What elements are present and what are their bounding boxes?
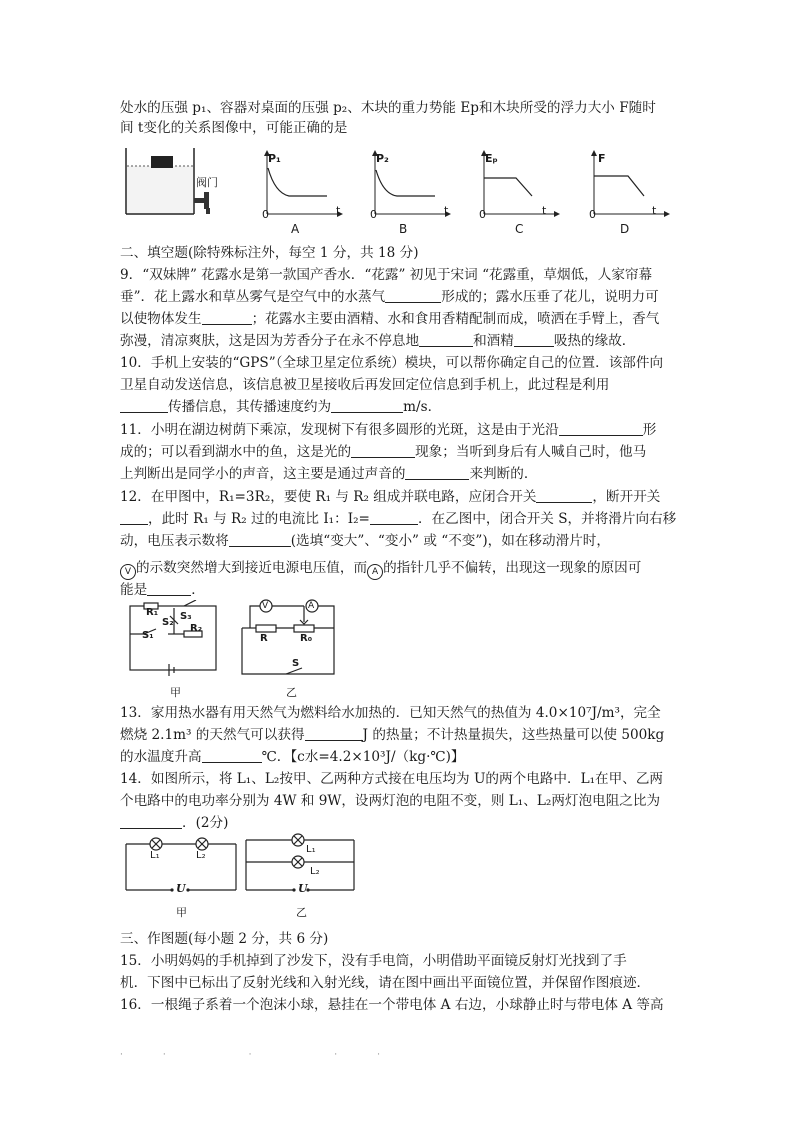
q9-line-3 [120, 309, 659, 329]
graph-c-xlabel: t [542, 204, 547, 217]
q14-line-2: 个电路中的电功率分别为 4W 和 9W，设两灯泡的电阻不变，则 L₁、L₂两灯泡电阻之比为 [120, 793, 661, 809]
answer-blank[interactable] [385, 288, 441, 303]
graph-b-xlabel: t [444, 204, 449, 217]
q12-line-3 [120, 531, 610, 551]
label-l1-yi: L₁ [306, 844, 316, 855]
caption-yi: 乙 [286, 686, 297, 699]
q13-text: 燃烧 2.1m³ 的天然气可以获得 [120, 727, 305, 743]
q9-text: 形成的；露水压垂了花儿，说明力可 [441, 289, 659, 305]
graph-a-ylabel: P₁ [268, 152, 281, 165]
voltmeter-symbol-icon: V [120, 564, 136, 580]
q9-text: 和酒精 [473, 333, 514, 349]
graph-a-origin: 0 [262, 208, 269, 221]
q13-line-1: 13．家用热水器有用天然气为燃料给水加热的．已知天然气的热值为 4.0×10⁷J/m³，完全 [120, 705, 661, 721]
q9-line-4 [120, 331, 635, 351]
q11-text: 形 [642, 422, 657, 438]
answer-blank[interactable] [120, 814, 182, 829]
q14-line-3 [120, 813, 228, 833]
q12-text: 的示数突然增大到接近电源电压值，而 [136, 560, 368, 576]
label-r0: R₀ [300, 633, 313, 644]
caption-yi-q14: 乙 [296, 906, 307, 919]
q11-text: 现象；当听到身后有人喊自己时，他马 [415, 444, 647, 460]
q11-line-3 [120, 464, 537, 484]
answer-blank[interactable] [405, 465, 469, 480]
q13-text: ℃．【c水=4.2×10³J/（kg·℃)】 [261, 749, 465, 765]
q11-text: 11．小明在湖边树荫下乘凉，发现树下有很多圆形的光斑，这是由于光沿 [120, 422, 559, 438]
label-l2-yi: L₂ [310, 866, 320, 877]
section-3-title: 三、作图题(每小题 2 分，共 6 分) [120, 931, 329, 947]
wood-block [151, 156, 173, 168]
q12-line-2 [120, 509, 676, 529]
q11-text: 上判断出是同学小的声音，这主要是通过声音的 [120, 466, 406, 482]
q12-text: ． [191, 582, 205, 598]
q10-line-2: 卫星自动发送信息，该信息被卫星接收后再发回定位信息到手机上，此过程是利用 [120, 377, 610, 393]
q9-line-1: 9．“双妹牌” 花露水是第一款国产香水．“花露” 初见于宋词 “花露重，草烟低，人家帘幕 [120, 267, 653, 283]
q12-line-1 [120, 487, 660, 507]
label-v: V [262, 601, 269, 611]
q9-text: 吸热的缘故． [553, 333, 636, 349]
q9-text: ；花露水主要由酒精、水和食用香精配制而成，喷洒在手臂上，香气 [251, 311, 660, 327]
q14-text: ．(2分) [182, 815, 229, 831]
answer-blank[interactable] [120, 398, 168, 413]
q12-line-5 [120, 580, 205, 600]
label-s1: S₁ [142, 630, 154, 641]
valve-label: 阀门 [196, 176, 218, 189]
q10-text: m/s． [403, 399, 442, 415]
graph-a-xlabel: t [336, 204, 341, 217]
graph-d-ylabel: F [598, 152, 606, 165]
q12-text: ，断开开关 [592, 489, 661, 505]
q12-text: (选填“变大”、“变小” 或 “不变”)，如在移动滑片时， [290, 533, 610, 549]
q12-text: 12．在甲图中，R₁=3R₂，要使 R₁ 与 R₂ 组成并联电路，应闭合开关 [120, 489, 537, 505]
label-r1: R₁ [146, 607, 159, 618]
q10-line-1: 10．手机上安装的“GPS”（全球卫星定位系统）模块，可以帮你确定自己的位置．该部件向 [120, 355, 664, 371]
q9-text: 垂”．花上露水和草丛雾气是空气中的水蒸气 [120, 289, 386, 305]
answer-blank[interactable] [351, 443, 415, 458]
answer-blank[interactable] [559, 421, 643, 436]
label-s: S [292, 658, 300, 669]
q11-line-2 [120, 442, 646, 462]
answer-blank[interactable] [331, 398, 403, 413]
circuit-yi-q12 [236, 598, 346, 686]
graph-c-caption: C [515, 222, 524, 236]
section-2-title: 二、填空题(除特殊标注外，每空 1 分，共 18 分) [120, 245, 419, 261]
graph-c-origin: 0 [479, 208, 486, 221]
answer-blank[interactable] [229, 532, 291, 547]
q13-line-3 [120, 747, 465, 767]
q12-text: ．在乙图中，闭合开关 S，并将滑片向右移 [417, 511, 677, 527]
circuit-jia-q12 [124, 600, 224, 684]
graph-c-ylabel: Eₚ [485, 152, 498, 165]
answer-blank[interactable] [305, 726, 363, 741]
footer-marks: ·· · ·· [120, 1050, 421, 1060]
q12-text: 动，电压表示数将 [120, 533, 229, 549]
q12-text: 的指针几乎不偏转，出现这一现象的原因可 [383, 560, 642, 576]
caption-jia-q14: 甲 [176, 906, 187, 919]
graph-b-origin: 0 [370, 208, 377, 221]
label-a: A [308, 601, 315, 611]
graph-a-caption: A [291, 222, 300, 236]
label-u-yi: U [298, 882, 308, 895]
q12-line-4 [120, 558, 641, 580]
q15-line-2: 机．下图中已标出了反射光线和入射光线，请在图中画出平面镜位置，并保留作图痕迹． [120, 975, 651, 991]
caption-jia: 甲 [170, 686, 181, 699]
answer-blank[interactable] [202, 748, 262, 763]
q13-text: 的水温度升高 [120, 749, 202, 765]
answer-blank[interactable] [147, 581, 191, 596]
q9-text: 以使物体发生 [120, 311, 202, 327]
q13-line-2 [120, 725, 664, 745]
q12-text: 能是 [120, 582, 148, 598]
answer-blank[interactable] [536, 488, 592, 503]
label-s3: S₃ [180, 611, 192, 622]
graph-d-xlabel: t [652, 204, 657, 217]
q12-text: ，此时 R₁ 与 R₂ 过的电流比 I₁：I₂= [148, 511, 370, 527]
q10-text: 传播信息，其传播速度约为 [168, 399, 332, 415]
q13-text: J 的热量；不计热量损失，这些热量可以使 500kg [362, 727, 665, 743]
graph-b-caption: B [399, 222, 408, 236]
q14-line-1: 14．如图所示，将 L₁、L₂按甲、乙两种方式接在电压均为 U的两个电路中．L₁在甲、乙两 [120, 771, 664, 787]
q16-line-1: 16．一根绳子系着一个泡沫小球，悬挂在一个带电体 A 右边，小球静止时与带电体 A 等高 [120, 997, 664, 1013]
answer-blank[interactable] [370, 510, 418, 525]
label-l1-jia: L₁ [150, 850, 160, 861]
q9-line-2 [120, 287, 659, 307]
intro-line-2: 间 t变化的关系图像中，可能正确的是 [120, 120, 348, 136]
q11-line-1 [120, 420, 656, 440]
q11-text: 成的；可以看到湖水中的鱼，这是光的 [120, 444, 352, 460]
answer-blank[interactable] [514, 332, 554, 347]
answer-blank[interactable] [120, 510, 148, 525]
graph-d-origin: 0 [589, 208, 596, 221]
label-r2: R₂ [190, 623, 203, 634]
q10-line-3 [120, 397, 441, 417]
label-r: R [260, 633, 268, 644]
intro-line-1: 处水的压强 p₁、容器对桌面的压强 p₂、木块的重力势能 Ep和木块所受的浮力大小 F随时 [120, 100, 656, 116]
q15-line-1: 15．小明妈妈的手机掉到了沙发下，没有手电筒，小明借助平面镜反射灯光找到了手 [120, 953, 627, 969]
q9-text: 弥漫，清凉爽肤，这是因为芳香分子在永不停息地 [120, 333, 420, 349]
q11-text: 来判断的． [469, 466, 538, 482]
graph-d-caption: D [620, 222, 630, 236]
answer-blank[interactable] [202, 310, 252, 325]
label-u-jia: U [176, 882, 186, 895]
label-l2-jia: L₂ [196, 850, 206, 861]
label-s2: S₂ [162, 617, 174, 628]
answer-blank[interactable] [419, 332, 473, 347]
ammeter-symbol-icon: A [367, 564, 383, 580]
graph-b-ylabel: P₂ [376, 152, 389, 165]
